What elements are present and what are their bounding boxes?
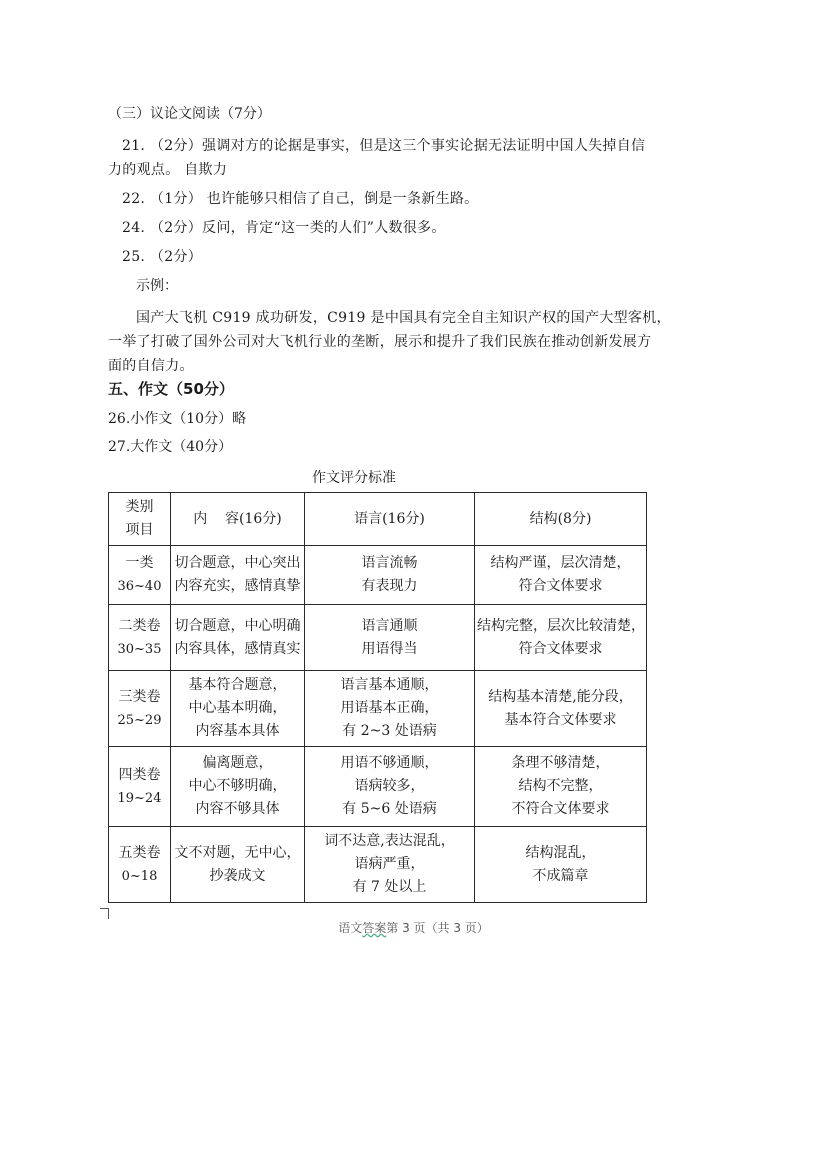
rubric-row [109, 671, 647, 747]
rubric-content-cell [171, 671, 305, 747]
footer-suffix: 第 3 页（共 3 页） [386, 921, 489, 935]
rubric-language-line: 用语不够通顺， [340, 755, 439, 771]
rubric-content-line: 内容具体，感情真实 [174, 640, 301, 657]
rubric-score-range: 30~35 [117, 641, 162, 657]
rubric-header-content: 内 容(16分) [171, 493, 305, 546]
rubric-score-range: 19~24 [117, 790, 162, 806]
rubric-structure-line: 结构严谨，层次清楚， [490, 555, 631, 571]
q26-answer: 26.小作文（10分）略 [108, 411, 247, 427]
section3-heading: （三）议论文阅读（7分） [108, 106, 271, 122]
rubric-structure-line: 条理不够清楚， [511, 755, 610, 771]
rubric-language-line: 有 2~3 处语病 [342, 723, 437, 739]
q21-answer-line2: 力的观点。 自欺力 [108, 162, 228, 178]
rubric-table [108, 492, 647, 903]
rubric-level-cell [109, 546, 171, 605]
rubric-language-cell [305, 671, 475, 747]
rubric-content-line: 基本符合题意， [188, 677, 287, 693]
example-line1: 国产大飞机 C919 成功研发，C919 是中国具有完全自主知识产权的国产大型客机， [136, 310, 671, 326]
rubric-language-line: 词不达意,表达混乱， [324, 833, 455, 849]
rubric-title: 作文评分标准 [312, 470, 396, 486]
rubric-level-cell [109, 747, 171, 827]
example-label: 示例： [136, 278, 178, 294]
rubric-structure-cell [475, 605, 647, 671]
rubric-structure-line: 符合文体要求 [518, 640, 603, 657]
rubric-row [109, 827, 647, 903]
rubric-structure-line: 结构不完整， [518, 778, 603, 794]
rubric-level: 四类卷 [118, 766, 161, 783]
rubric-header-language: 语言(16分) [305, 493, 475, 546]
rubric-content-cell [171, 546, 305, 605]
rubric-score-range: 0~18 [121, 868, 158, 884]
rubric-language-cell [305, 546, 475, 605]
crop-mark [100, 908, 109, 919]
rubric-content-cell [171, 605, 305, 671]
q21-answer-line1: 21. （2分）强调对方的论据是事实，但是这三个事实论据无法证明中国人失掉自信 [122, 138, 646, 154]
rubric-level: 五类卷 [118, 844, 161, 861]
rubric-content-line: 切合题意，中心突出 [174, 555, 301, 571]
rubric-structure-cell [475, 827, 647, 903]
rubric-structure-line: 基本符合文体要求 [504, 711, 617, 728]
rubric-language-line: 有 7 处以上 [352, 879, 427, 895]
q22-answer: 22. （1分） 也许能够只相信了自己，倒是一条新生路。 [122, 191, 479, 207]
rubric-structure-line: 结构基本清楚,能分段， [488, 688, 633, 705]
rubric-structure-line: 符合文体要求 [518, 578, 603, 594]
section5-heading: 五、作文（50分） [108, 380, 234, 398]
rubric-content-line: 偏离题意， [202, 755, 273, 771]
rubric-language-line: 有表现力 [361, 578, 418, 594]
example-line2: 一举了打破了国外公司对大飞机行业的垄断，展示和提升了我们民族在推动创新发展方 [108, 334, 652, 350]
example-line3: 面的自信力。 [108, 358, 194, 374]
rubric-level-cell [109, 671, 171, 747]
rubric-content-cell [171, 747, 305, 827]
rubric-content-line: 内容不够具体 [195, 801, 280, 817]
rubric-header-category-line1: 类别 [125, 499, 154, 515]
rubric-language-line: 用语得当 [361, 640, 418, 657]
rubric-structure-line: 结构混乱， [525, 844, 596, 861]
rubric-language-line: 语病较多， [354, 778, 425, 794]
rubric-language-cell [305, 747, 475, 827]
page-footer [0, 919, 827, 936]
rubric-content-line: 文不对题，无中心， [174, 844, 301, 861]
rubric-header-category [109, 493, 171, 546]
rubric-row [109, 747, 647, 827]
rubric-level-cell [109, 605, 171, 671]
rubric-content-cell [171, 827, 305, 903]
rubric-structure-cell [475, 747, 647, 827]
rubric-level: 三类卷 [118, 688, 161, 705]
rubric-content-line: 内容基本具体 [195, 723, 280, 739]
rubric-language-line: 语言基本通顺， [340, 677, 439, 693]
rubric-structure-line: 不符合文体要求 [511, 801, 610, 817]
rubric-language-cell [305, 605, 475, 671]
rubric-content-line: 中心不够明确， [188, 778, 287, 794]
q25-answer: 25. （2分） [122, 249, 203, 265]
rubric-structure-cell [475, 546, 647, 605]
rubric-content-line: 抄袭成文 [209, 867, 266, 884]
rubric-content-line: 内容充实，感情真挚 [174, 578, 301, 594]
rubric-row [109, 546, 647, 605]
rubric-language-cell [305, 827, 475, 903]
rubric-language-line: 语病严重， [354, 856, 425, 872]
rubric-structure-line: 不成篇章 [532, 867, 589, 884]
rubric-language-line: 用语基本正确， [340, 700, 439, 716]
q24-answer: 24. （2分）反问，肯定“这一类的人们”人数很多。 [122, 220, 446, 236]
q27-answer: 27.大作文（40分） [108, 439, 233, 455]
rubric-language-line: 语言流畅 [361, 555, 418, 571]
rubric-level-cell [109, 827, 171, 903]
rubric-header-structure: 结构(8分) [475, 493, 647, 546]
rubric-level: 二类卷 [118, 617, 161, 634]
rubric-level: 一类 [125, 555, 154, 571]
rubric-score-range: 36~40 [117, 579, 162, 594]
rubric-language-line: 有 5~6 处语病 [342, 801, 437, 817]
rubric-content-line: 中心基本明确， [188, 700, 287, 716]
footer-wavy-text: 答案 [362, 921, 387, 935]
rubric-content-line: 切合题意，中心明确 [174, 617, 301, 634]
rubric-row [109, 605, 647, 671]
rubric-structure-cell [475, 671, 647, 747]
footer-prefix: 语文 [338, 921, 363, 935]
rubric-header-category-line2: 项目 [125, 522, 154, 538]
rubric-language-line: 语言通顺 [361, 617, 418, 634]
rubric-header-row [109, 493, 647, 546]
rubric-score-range: 25~29 [117, 712, 162, 728]
rubric-structure-line: 结构完整，层次比较清楚， [477, 617, 645, 634]
